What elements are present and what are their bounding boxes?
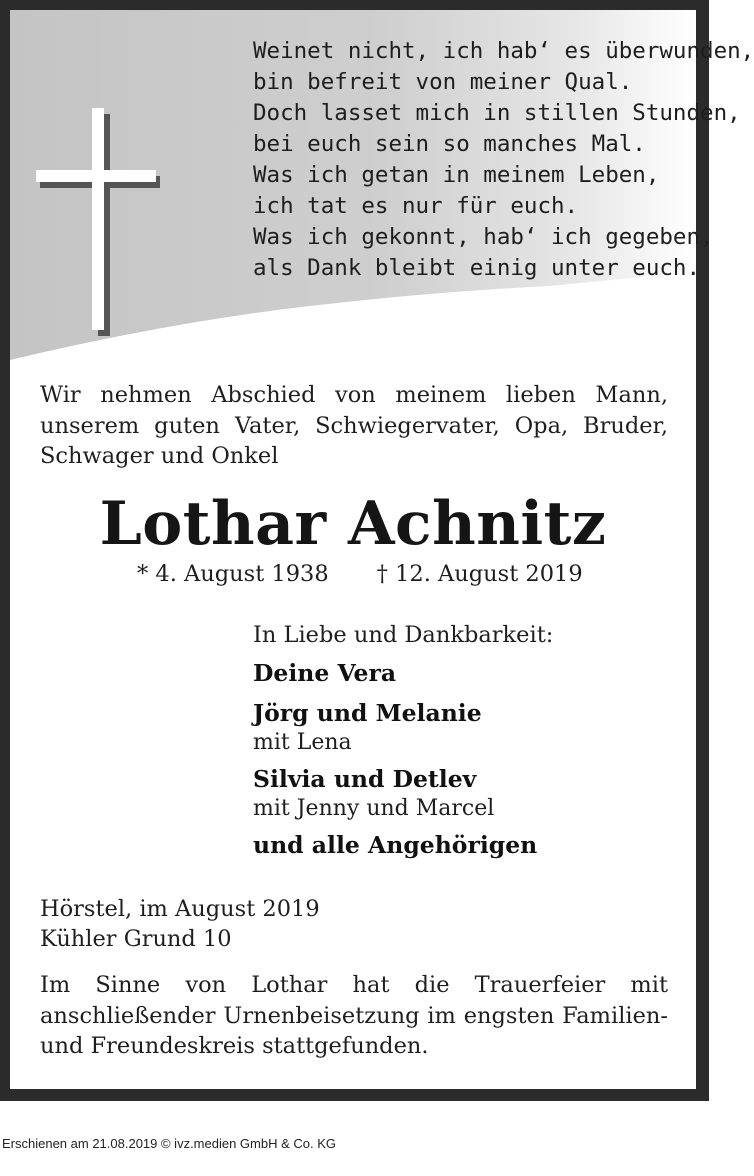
death-date: † 12. August 2019 — [376, 561, 583, 587]
mourners-list — [253, 620, 553, 862]
mourner-note: mit Lena — [253, 730, 352, 755]
publication-credit: Erschienen am 21.08.2019 © ivz.medien GmbH & Co. KG — [2, 1136, 337, 1151]
obituary-notice — [10, 10, 754, 1089]
mourner-note: mit Jenny und Marcel — [253, 796, 495, 821]
poem-line: als Dank bleibt einig unter euch. — [253, 255, 701, 281]
poem-line: bin befreit von meiner Qual. — [253, 69, 633, 95]
mourner-name: Deine Vera — [253, 659, 397, 687]
mourner-name: Jörg und Melanie — [253, 699, 482, 727]
birth-date: * 4. August 1938 — [137, 561, 329, 587]
poem-line: Weinet nicht, ich hab‘ es überwunden, — [253, 38, 754, 64]
poem-line: Was ich getan in meinem Leben, — [253, 162, 660, 188]
poem-line: bei euch sein so manches Mal. — [253, 131, 646, 157]
poem-line: ich tat es nur für euch. — [253, 193, 579, 219]
street-address: Kühler Grund 10 — [40, 926, 232, 952]
poem — [253, 36, 754, 284]
poem-line: Doch lasset mich in stillen Stunden, — [253, 100, 741, 126]
mourner-name: und alle Angehörigen — [253, 831, 538, 859]
mourner-name: Silvia und Detlev — [253, 765, 477, 793]
poem-line: Was ich gekonnt, hab‘ ich gegeben, — [253, 224, 714, 250]
life-dates — [137, 560, 583, 588]
funeral-note: Im Sinne von Lothar hat die Trauerfeier mit anschließender Urnenbeisetzung im engsten Familien- und Freundeskreis stattgefunden. — [40, 972, 668, 1059]
place-date: Hörstel, im August 2019 — [40, 896, 320, 922]
deceased-name: Lothar Achnitz — [99, 489, 607, 559]
mourners-heading: In Liebe und Dankbarkeit: — [253, 622, 554, 648]
place-address — [40, 894, 320, 954]
farewell-intro: Wir nehmen Abschied von meinem lieben Mann, unserem guten Vater, Schwiegervater, Opa, Bruder, Schwager und Onkel — [40, 382, 668, 469]
